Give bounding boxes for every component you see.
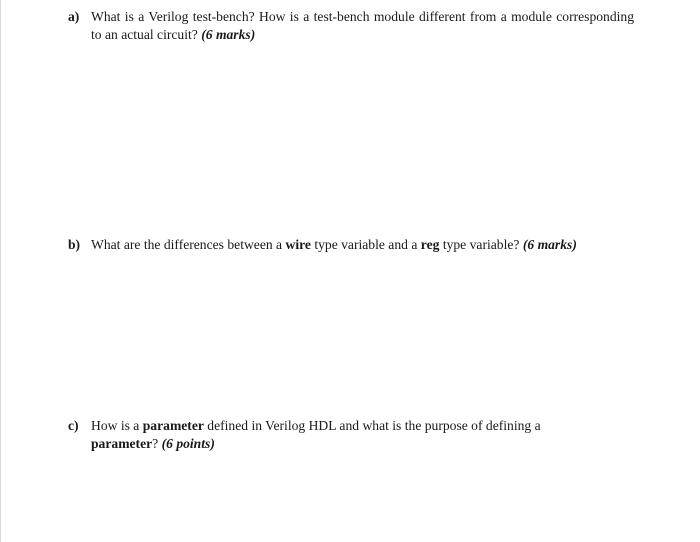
keyword-parameter: parameter <box>91 436 153 451</box>
question-label: b) <box>68 237 81 252</box>
question-body-part: defined in Verilog HDL and what is the purpose of defining a <box>207 418 541 433</box>
question-c <box>68 417 608 453</box>
question-b <box>68 236 668 254</box>
keyword-wire: wire <box>285 237 311 252</box>
keyword-parameter: parameter <box>142 418 204 433</box>
question-label: c) <box>68 418 79 433</box>
question-label: a) <box>68 9 80 24</box>
question-body-part: What are the differences between a <box>91 237 283 252</box>
question-text <box>91 8 634 44</box>
question-body-part: type variable and a <box>314 237 418 252</box>
page-left-edge <box>0 0 1 542</box>
question-text <box>91 417 608 453</box>
question-a <box>68 8 634 44</box>
question-marks: (6 points) <box>161 436 215 451</box>
question-text <box>91 236 668 254</box>
question-body: What is a Verilog test-bench? How is a test-bench module different from a module corresponding to an actual circuit? <box>91 9 634 42</box>
question-body-part: How is a <box>91 418 140 433</box>
question-marks: (6 marks) <box>522 237 577 252</box>
question-body-part: type variable? <box>442 237 520 252</box>
keyword-reg: reg <box>420 237 440 252</box>
question-body-part: ? <box>152 436 159 451</box>
question-marks: (6 marks) <box>201 27 256 42</box>
